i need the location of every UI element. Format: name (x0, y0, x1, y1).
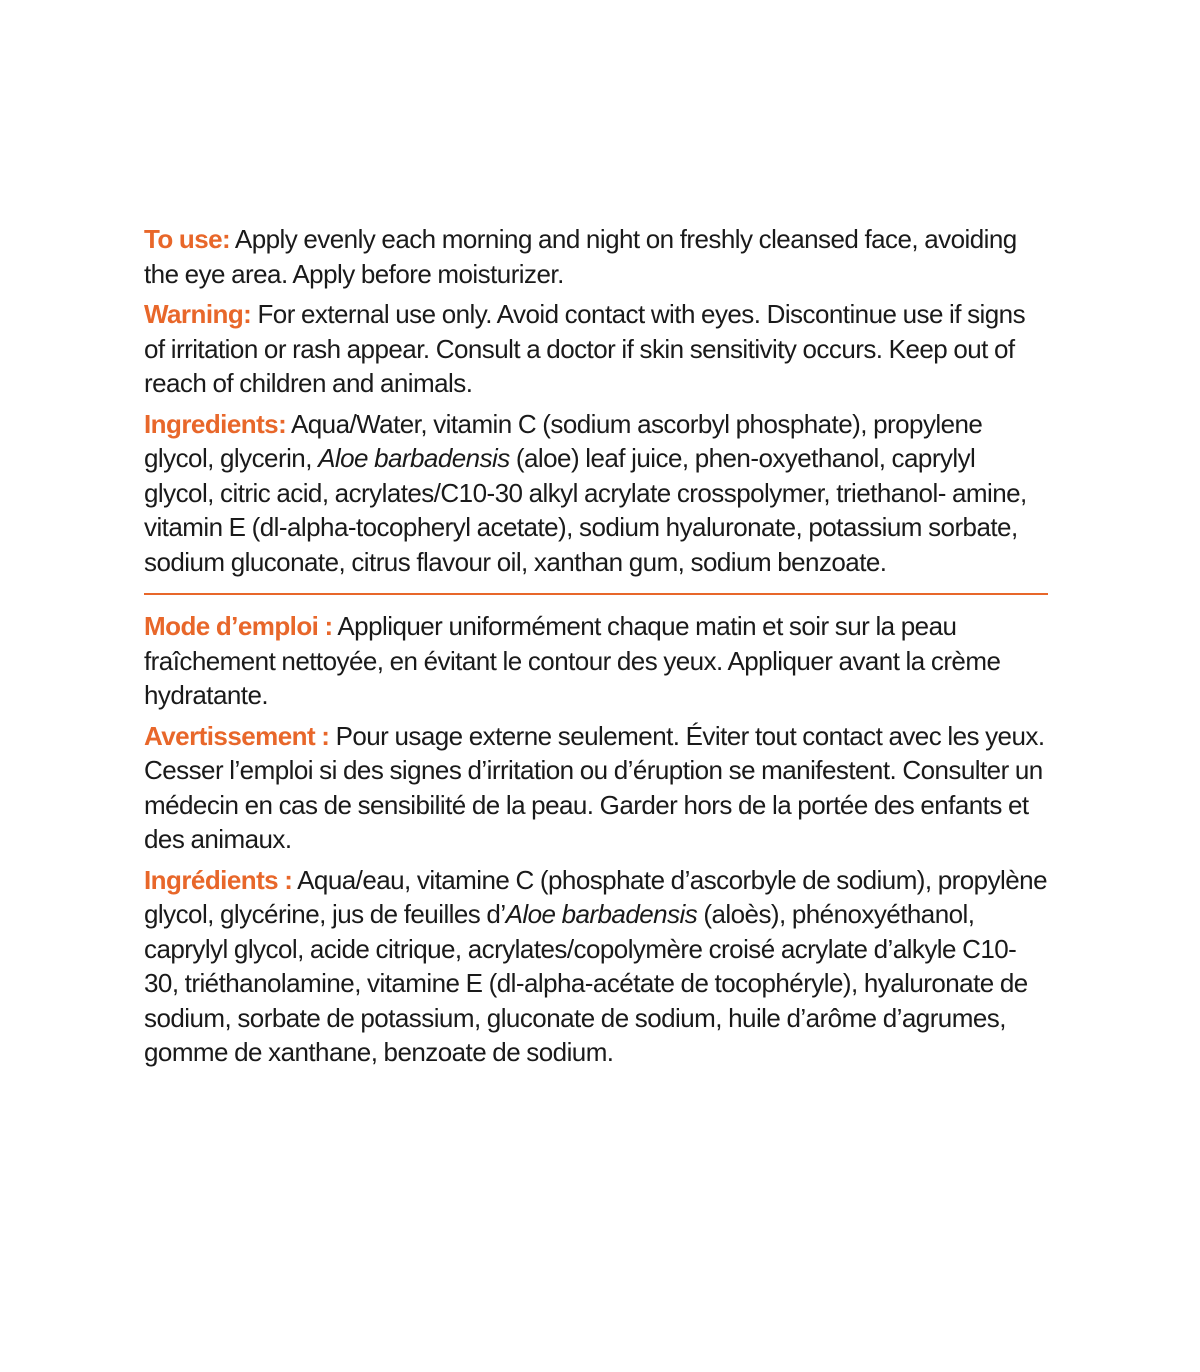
avertissement-paragraph (144, 719, 1048, 857)
ingredients-fr-text-part1: Aqua/eau, vitamine C (phosphate d’ascorbyle de sodium), propylène glycol, glycérine, jus de feuilles d’ (144, 864, 1048, 929)
mode-emploi-paragraph (144, 609, 1048, 713)
label-panel (144, 222, 1048, 1076)
ingredients-label: Ingredients: (144, 408, 287, 439)
to-use-paragraph (144, 222, 1048, 291)
section-divider (144, 593, 1048, 595)
ingredients-paragraph (144, 407, 1048, 580)
mode-emploi-label: Mode d’emploi : (144, 611, 333, 641)
warning-paragraph (144, 297, 1048, 401)
to-use-text: Apply evenly each morning and night on freshly cleansed face, avoiding the eye area. Apply before moisturizer. (144, 224, 1017, 289)
avertissement-label: Avertissement : (144, 720, 330, 751)
warning-label: Warning: (144, 299, 252, 329)
mode-emploi-text: Appliquer uniformément chaque matin et soir sur la peau fraîchement nettoyée, en évitant le contour des yeux. Appliquer avant la crème hydratante. (144, 611, 1001, 710)
french-section (144, 609, 1048, 1070)
ingredients-fr-label: Ingrédients : (144, 864, 293, 895)
ingredients-text-part2: (aloe) leaf juice, phen-oxyethanol, caprylyl glycol, citric acid, acrylates/C10-30 alkyl acrylate crosspolymer, triethanol- amine, vitamin E (dl-alpha-tocopheryl acetate), sodium hyaluronate, potassium sorbate, sodium gluconate, citrus flavour oil, xanthan gum, sodium benzoate. (144, 443, 1027, 577)
english-section (144, 222, 1048, 579)
ingredients-fr-paragraph (144, 863, 1048, 1070)
ingredients-fr-text-part2: (aloès), phénoxyéthanol, caprylyl glycol, acide citrique, acrylates/copolymère croisé acrylate d’alkyle C10-30, triéthanolamine, vitamine E (dl-alpha-acétate de tocophéryle), hyaluronate de sodium, sorbate de potassium, gluconate de sodium, huile d’arôme d’agrumes, gomme de xanthane, benzoate de sodium. (144, 899, 1028, 1067)
warning-text: For external use only. Avoid contact with eyes. Discontinue use if signs of irritation or rash appear. Consult a doctor if skin sensitivity occurs. Keep out of reach of children and animals. (144, 299, 1026, 398)
ingredients-fr-species: Aloe barbadensis (505, 899, 698, 929)
ingredients-species: Aloe barbadensis (318, 443, 510, 473)
to-use-label: To use: (144, 224, 231, 254)
avertissement-text: Pour usage externe seulement. Éviter tout contact avec les yeux. Cesser l’emploi si des signes d’irritation ou d’éruption se manifestent. Consulter un médecin en cas de sensibilité de la peau. Garder hors de la portée des enfants et des animaux. (144, 720, 1045, 854)
ingredients-text-part1: Aqua/Water, vitamin C (sodium ascorbyl phosphate), propylene glycol, glycerin, (144, 408, 983, 473)
